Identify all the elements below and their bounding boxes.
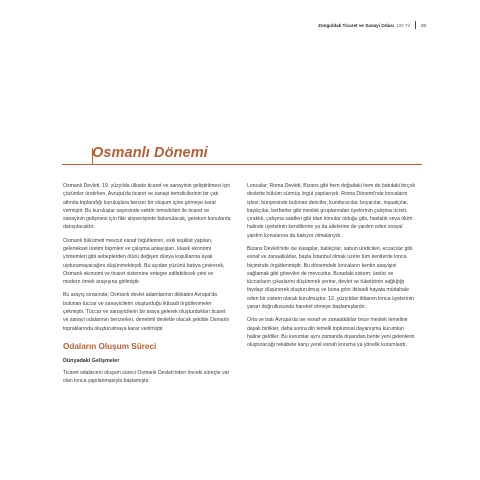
title-rule [62,164,422,165]
subheading: Odaların Oluşum Süreci [63,341,157,351]
header-subtitle: 100 Yıl [396,22,411,28]
right-paragraph-1: Loncalar; Roma Devleti, Bizans gibi hem doğudaki hem de batıdaki birçok devlette hüküm sürmüş örgüt yapılarıydı. Roma Dönemi'nde loncaların işlevi; bünyesinde bulunan dericiler, kunduracılar, boyacılar, inşaatçılar, kayıkçılar, berberler gibi meslek gruplarından üyelerinin çalışma ücreti, çıraklık, çalışma saatleri gibi idari konular olduğu gibi, hastalık veya ölüm halinde üyelerinin kendilerine ya da ailelerine de yardım eden sosyal yardım konularına da bakıyor olmalarıydı. [247,183,416,239]
right-column [247,182,417,354]
left-paragraph-3: Bu arayış sırasında; Osmanlı devlet adamlarının dikkatini Avrupa'da bulunan tüccar ve sanayicilerin oluşturduğu iktisadi örgütlenmeler çekmiştir. Tüccar ve sanayicilerin bir araya gelerek oluşturdukları ticaret ve sanayi odalarının benzerleri, denetimi devlette olacak şekilde Osmanlı topraklarında oluşturulmaya karar verilmiştir. [63,292,230,332]
header-title: Zonguldak Ticaret ve Sanayi Odası [318,22,395,28]
left-column [63,182,232,390]
section-title: Osmanlı Dönemi [92,145,208,161]
header-separator [415,21,416,29]
page-number: 29 [420,22,426,28]
right-paragraph-3: Orta ve batı Avrupa'da ise esnaf ve zanaatkârlar önce meslek temeline dayalı birlikler, daha sonra din temelli toplumsal dayanışma kurumları haline geldiler. Bu kurumlar aynı zamanda dışarıdan bente yeni gelenlerin oluşturacağı rekabete karşı yerel esnafı koruma ya yönelik kurumlardı. [247,317,415,349]
left-paragraph-4: Ticaret odalarının oluşum süreci Osmanlı Devleti'nden önceki süreçte var olan lonca yapılanmasıyla başlamıştır. [63,369,230,385]
running-head [318,21,426,29]
right-paragraph-2: Bizans Devleti'nde ise kasaplar, balıkçılar, sabun üreticileri, eczacılar gibi esnaf ve zanaatkârlar, başta İstanbul olmak üzere tüm kentlerde lonca biçiminde örgütlenmiştir. Bu dönemdeki loncaların kentin asayişini sağlamak gibi görevleri de mevcuttur. Buradaki sistem; üretici ve tüccarların çıkarlarını düşünmek yerine, devlet ve tüketicinin sağlığığı faydayı düşünerek oluşturulmuş ve buna göre iktisadi hayata müdahale eden bir sistem olarak kurulmuştur. 12. yüzyıldan itibaren lonca üyelerinin yararı doğrultusunda hareket etmeye başlamışlardır. [247,245,414,310]
left-paragraph-2: Osmanlı hükümeti mevcut esnaf örgütlerinin, eski teşkilat yapıları, geleneksel üretim biçimleri ve çalışma anlayışları, klasik ekonomi yöntemleri gibi sebeplerden ötürü değişen dünya koşullarına ayak uyduramayacağını düşünmekteydi. Bu açıdan yüzünü batıya çevirerek, Osmanlı ekonomi ve ticaret sistemine entegre edilebilecek yeni ve modern örnek arayışına girilmiştir. [63,237,225,286]
left-paragraph-1: Osmanlı Devleti, 19. yüzyılda ülkede ticaret ve sanayinin geliştirilmesi için çözümler üretirken, Avrupa'da ticaret ve sanayi temsilcilerinin bir çatı altında toplandığı kuruluşlara benzer bir oluşum içine girmeye karar vermiştir. Bu kuruluşlar sayesinde sektör temsilcileri ile ticaret ve sanayinin gelişmesi için fikir alışverişinde bulunulacak, gereken konularda danışılacaktır. [63,183,231,231]
sub-subheading: Dünyadaki Gelişmeler [63,357,120,364]
